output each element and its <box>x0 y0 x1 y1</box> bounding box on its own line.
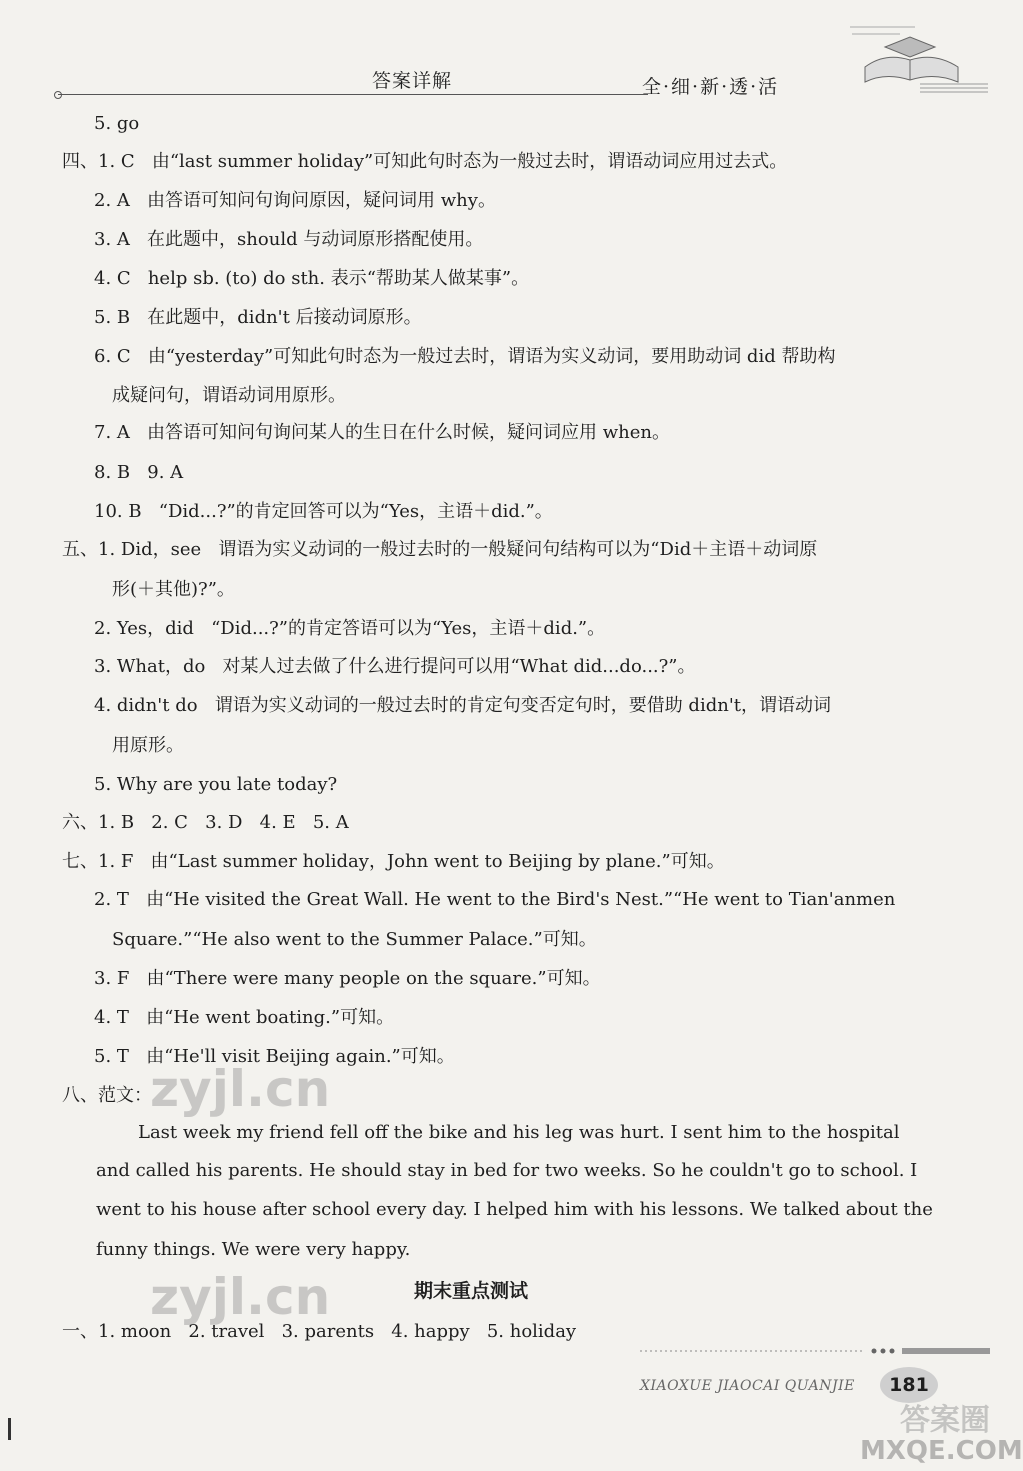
answer-line: 5. T 由“He'll visit Beijing again.”可知。 <box>94 1046 455 1067</box>
header-slogan: 全·细·新·透·活 <box>642 76 780 98</box>
answer-line: 2. Yes，did “Did...?”的肯定答语可以为“Yes，主语＋did.”。 <box>94 618 606 639</box>
answer-line: 一、1. moon 2. travel 3. parents 4. happy 5. holiday <box>62 1321 577 1342</box>
essay-line: and called his parents. He should stay in bed for two weeks. So he couldn't go to school. I <box>96 1160 918 1181</box>
footer-rule <box>640 1346 990 1356</box>
answer-line: 4. didn't do 谓语为实义动词的一般过去时的肯定句变否定句时，要借助 didn't，谓语动词 <box>94 695 832 716</box>
essay-line: funny things. We were very happy. <box>96 1239 411 1260</box>
footer-series: XIAOXUE JIAOCAI QUANJIE <box>640 1378 855 1394</box>
answer-line: 7. A 由答语可知问句询问某人的生日在什么时候，疑问词应用 when。 <box>94 422 671 443</box>
answer-line: 五、1. Did，see 谓语为实义动词的一般过去时的一般疑问句结构可以为“Did＋主语＋动词原 <box>62 539 818 560</box>
answer-line: 5. Why are you late today? <box>94 774 338 795</box>
header-rule <box>58 94 648 95</box>
answer-line: 2. T 由“He visited the Great Wall. He went to the Bird's Nest.”“He went to Tian'anmen <box>94 889 896 910</box>
header-title: 答案详解 <box>372 70 453 92</box>
answer-line: 4. T 由“He went boating.”可知。 <box>94 1007 395 1028</box>
answer-line: 七、1. F 由“Last summer holiday，John went to Beijing by plane.”可知。 <box>62 851 725 872</box>
watermark-stamp: 答案圈 <box>900 1403 990 1438</box>
answer-line: 3. F 由“There were many people on the square.”可知。 <box>94 968 601 989</box>
essay-line: went to his house after school every day. I helped him with his lessons. We talked about the <box>96 1199 933 1220</box>
watermark-site: MXQE.COM <box>860 1436 1023 1466</box>
answer-line: 成疑问句，谓语动词用原形。 <box>112 385 346 406</box>
answer-line: 2. A 由答语可知问句询问原因，疑问词用 why。 <box>94 190 496 211</box>
page-number: 181 <box>880 1367 938 1403</box>
answer-line: 3. A 在此题中，should 与动词原形搭配使用。 <box>94 229 484 250</box>
answer-line: 3. What，do 对某人过去做了什么进行提问可以用“What did...do...?”。 <box>94 656 696 677</box>
answer-line: Square.”“He also went to the Summer Palace.”可知。 <box>112 929 597 950</box>
section-title: 期末重点测试 <box>414 1280 529 1302</box>
answer-line: 6. C 由“yesterday”可知此句时态为一般过去时，谓语为实义动词，要用助动词 did 帮助构 <box>94 346 836 367</box>
answer-line: 六、1. B 2. C 3. D 4. E 5. A <box>62 812 349 833</box>
answer-line: 形(＋其他)?”。 <box>112 579 235 600</box>
essay-line: Last week my friend fell off the bike and his leg was hurt. I sent him to the hospital <box>138 1122 900 1143</box>
answer-line: 4. C help sb. (to) do sth. 表示“帮助某人做某事”。 <box>94 268 530 289</box>
answer-line: 四、1. C 由“last summer holiday”可知此句时态为一般过去时，谓语动词应用过去式。 <box>62 151 788 172</box>
open-book-icon <box>840 12 990 102</box>
corner-mark <box>8 1418 11 1440</box>
watermark-text: zyjl.cn <box>150 1268 331 1326</box>
model-essay-label: 八、范文： <box>62 1085 152 1106</box>
answer-line: 8. B 9. A <box>94 462 184 483</box>
answer-line: 10. B “Did...?”的肯定回答可以为“Yes，主语＋did.”。 <box>94 501 553 522</box>
header-rule-dot <box>54 91 62 99</box>
answer-line: 5. B 在此题中，didn't 后接动词原形。 <box>94 307 422 328</box>
watermark-text: zyjl.cn <box>150 1060 331 1118</box>
answer-line: 5. go <box>94 113 140 134</box>
answer-line: 用原形。 <box>112 735 184 756</box>
